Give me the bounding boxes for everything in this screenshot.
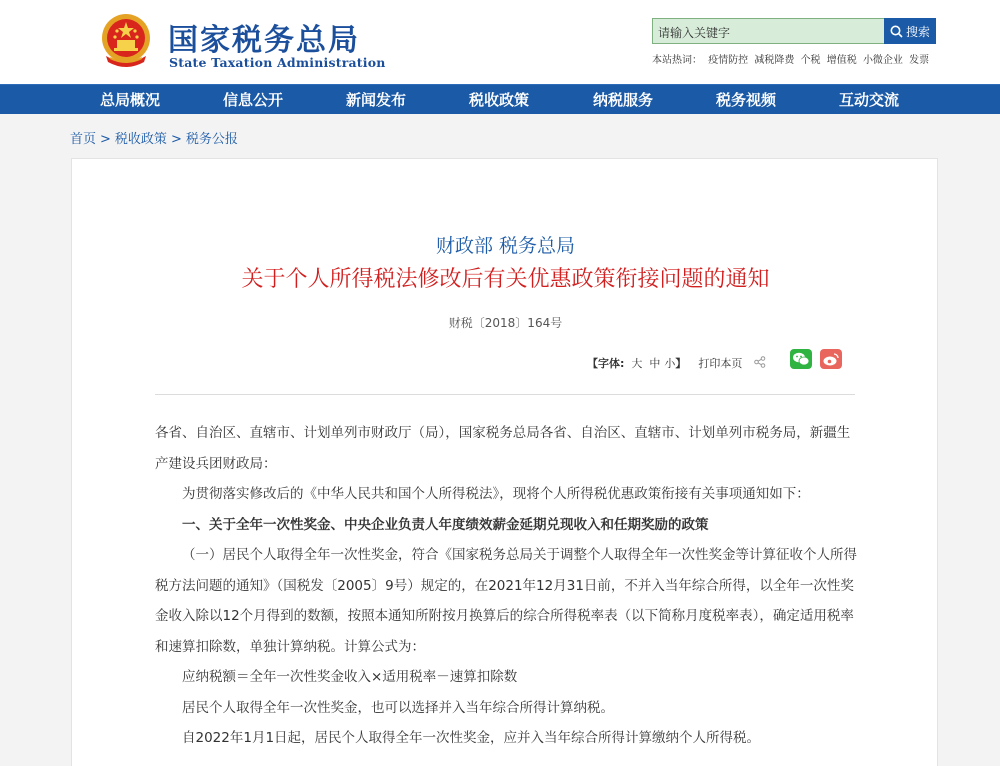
wechat-icon[interactable] [790, 349, 812, 369]
nav-item-news[interactable]: 新闻发布 [346, 91, 407, 109]
search-button-label: 搜索 [905, 24, 930, 39]
search-button[interactable] [884, 18, 936, 44]
article-body [155, 418, 858, 754]
paragraph-addressee: 各省、自治区、直辖市、计划单列市财政厅（局），国家税务总局各省、自治区、直辖市、计划单列市税务局，新疆生产建设兵团财政局： [155, 425, 851, 472]
nav-item-disclosure[interactable]: 信息公开 [223, 91, 284, 109]
breadcrumb-bulletin[interactable]: 税务公报 [185, 132, 238, 147]
paragraph: （一）居民个人取得全年一次性奖金，符合《国家税务总局关于调整个人取得全年一次性奖金等计算征收个人所得税方法问题的通知》（国税发〔2005〕9号）规定的，在2021年12月31日前，不并入当年综合所得，以全年一次性奖金收入除以12个月得到的数额，按照本通知所附按月换算后的综合所得税率表（以下简称月度税率表），确定适用税率和速算扣除数，单独计算纳税。计算公式为： [155, 547, 857, 655]
font-size-small[interactable]: 小 [664, 357, 676, 370]
nav-item-tax-service[interactable]: 纳税服务 [593, 91, 654, 109]
section-heading: 一、关于全年一次性奖金、中央企业负责人年度绩效薪金延期兑现收入和任期奖励的政策 [182, 516, 709, 533]
document-number: 财税〔2018〕164号 [448, 316, 563, 330]
font-size-large[interactable]: 大 [631, 357, 643, 370]
hot-words-label: 本站热词： [652, 55, 702, 66]
formula: 应纳税额＝全年一次性奖金收入×适用税率－速算扣除数 [182, 669, 518, 685]
breadcrumb-separator: > [100, 132, 111, 147]
hot-word[interactable]: 发票 [909, 55, 930, 66]
nav-item-overview[interactable]: 总局概况 [100, 91, 161, 109]
logo-title[interactable]: 国家税务总局 [168, 23, 360, 58]
site-header [0, 0, 1000, 84]
article-panel [71, 158, 938, 766]
nav-item-tax-policy[interactable]: 税收政策 [469, 91, 530, 109]
share-icon[interactable] [754, 356, 766, 371]
national-emblem-icon[interactable] [96, 10, 156, 72]
article-issuer: 财政部 税务总局 [435, 235, 576, 257]
hot-word[interactable]: 减税降费 [754, 55, 795, 66]
article-tools [587, 355, 766, 371]
hot-word[interactable]: 增值税 [826, 55, 857, 66]
breadcrumb-separator: > [170, 132, 182, 147]
search-icon [890, 25, 903, 38]
breadcrumb-tax-policy[interactable]: 税收政策 [114, 132, 167, 147]
logo-subtitle: State Taxation Administration [169, 55, 386, 70]
hot-word[interactable]: 个税 [800, 55, 821, 66]
print-button[interactable]: 打印本页 [698, 357, 743, 370]
nav-item-interaction[interactable]: 互动交流 [839, 91, 900, 109]
hot-word[interactable]: 小微企业 [862, 55, 903, 66]
main-nav [0, 84, 1000, 114]
divider [155, 394, 855, 395]
search-input[interactable]: 请输入关键字 [652, 18, 885, 44]
font-size-medium[interactable]: 中 [649, 357, 661, 370]
paragraph-intro: 为贯彻落实修改后的《中华人民共和国个人所得税法》，现将个人所得税优惠政策衔接有关事项通知如下： [182, 486, 810, 502]
nav-item-video[interactable]: 税务视频 [716, 91, 777, 109]
font-size-label: 【字体: [587, 357, 625, 370]
weibo-icon[interactable] [820, 349, 842, 369]
paragraph: 居民个人取得全年一次性奖金，也可以选择并入当年综合所得计算纳税。 [182, 699, 614, 716]
paragraph: 自2022年1月1日起，居民个人取得全年一次性奖金，应并入当年综合所得计算缴纳个人所得税。 [182, 730, 761, 746]
font-size-label-end: 】 [675, 357, 687, 370]
hot-word[interactable]: 疫情防控 [708, 55, 749, 66]
article-title: 关于个人所得税法修改后有关优惠政策衔接问题的通知 [241, 267, 770, 292]
breadcrumb-home[interactable]: 首页 [70, 132, 97, 147]
hot-words [652, 51, 932, 66]
breadcrumb [70, 128, 238, 147]
